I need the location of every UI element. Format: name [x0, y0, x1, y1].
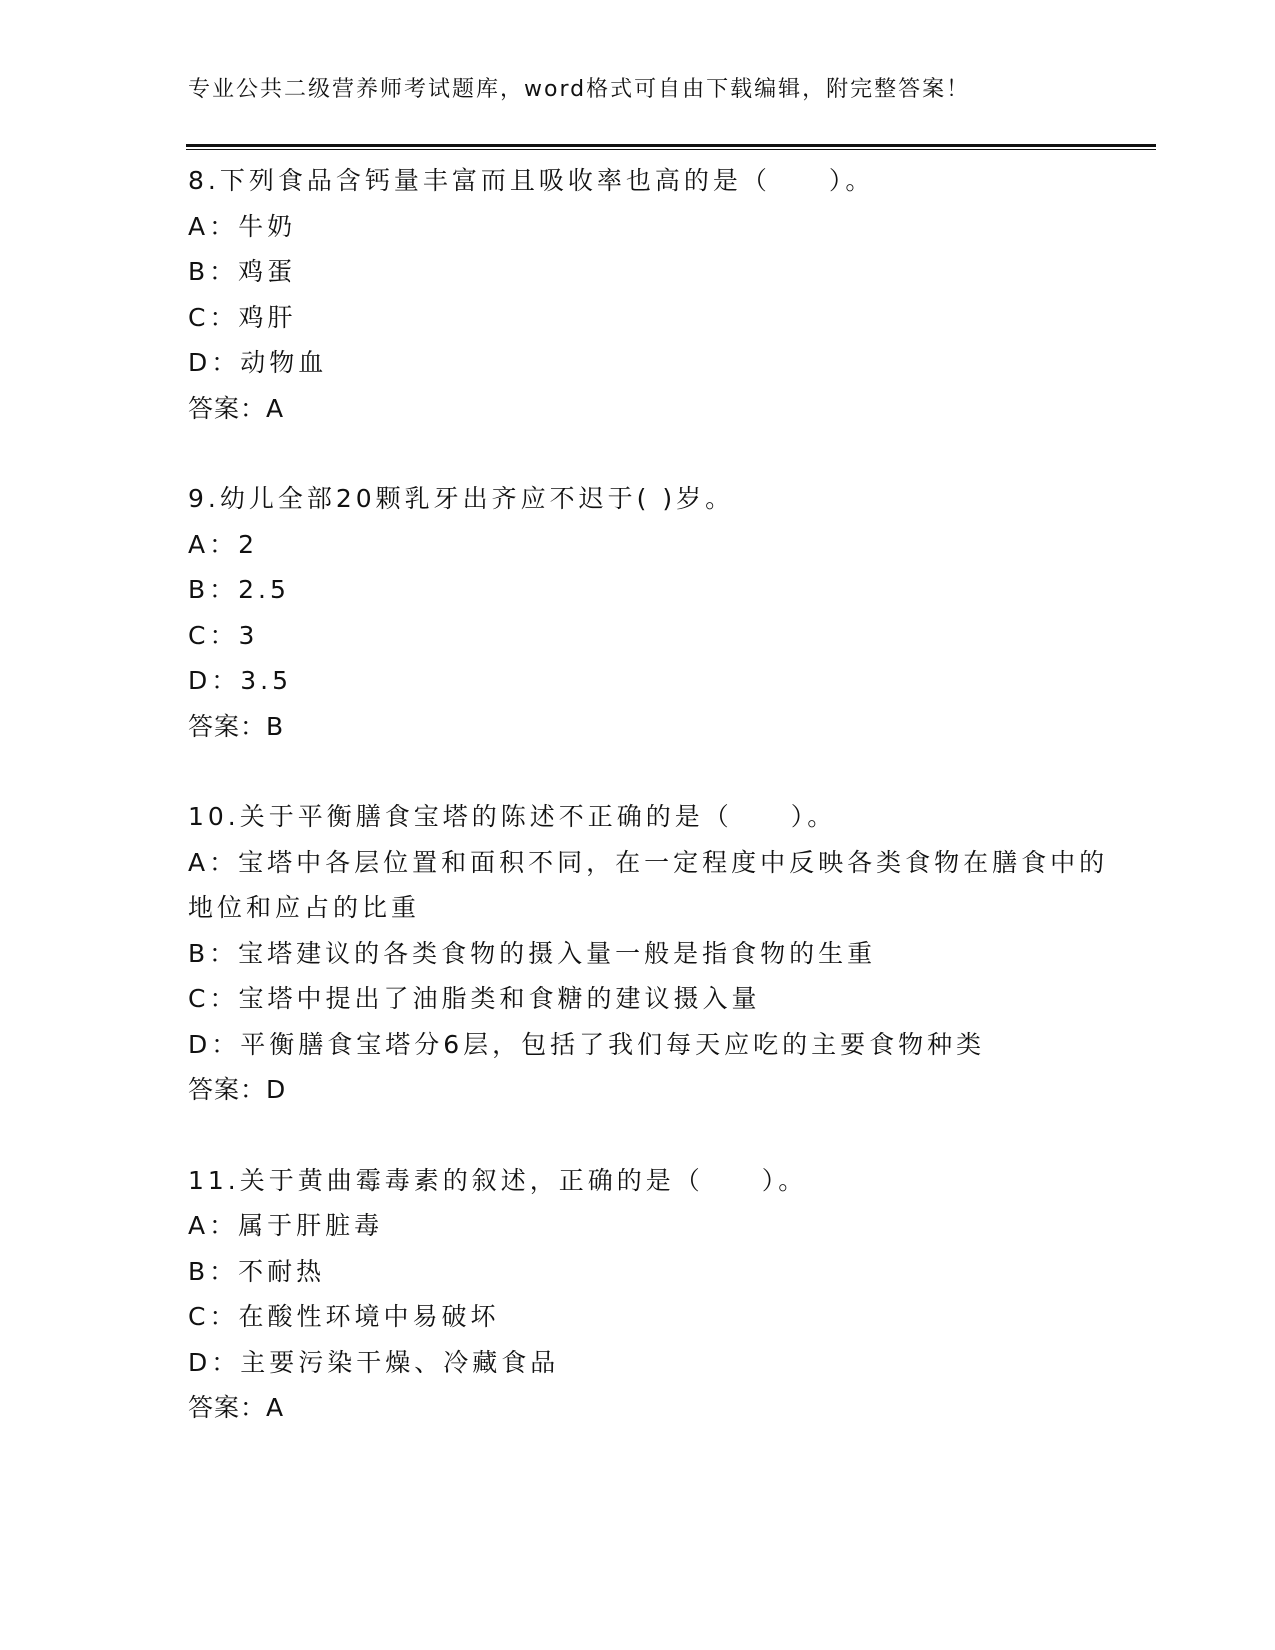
- answer: 答案：B: [188, 711, 285, 741]
- option-d: D：3.5: [188, 666, 293, 695]
- option-c: C：在酸性环境中易破坏: [188, 1302, 500, 1331]
- question-9: [188, 476, 1128, 749]
- option-a: A：2: [188, 529, 259, 559]
- question-8: [188, 158, 1128, 431]
- option-b: B：鸡蛋: [188, 257, 297, 286]
- option-a: A：属于肝脏毒: [188, 1211, 384, 1240]
- question-stem: 10.关于平衡膳食宝塔的陈述不正确的是（ ）。: [188, 802, 837, 831]
- option-b: B：2.5: [188, 575, 290, 604]
- option-a: A：宝塔中各层位置和面积不同，在一定程度中反映各类食物在膳食中的地位和应占的比重: [188, 847, 1109, 922]
- answer: 答案：A: [188, 393, 285, 423]
- answer: 答案：D: [188, 1075, 287, 1104]
- option-d: D：主要污染干燥、冷藏食品: [188, 1347, 560, 1377]
- question-stem: 8.下列食品含钙量丰富而且吸收率也高的是（ ）。: [188, 166, 875, 195]
- question-11: [188, 1158, 1128, 1431]
- option-c: C：3: [188, 620, 259, 650]
- option-b: B：宝塔建议的各类食物的摄入量一般是指食物的生重: [188, 938, 877, 968]
- question-stem: 9.幼儿全部20颗乳牙出齐应不迟于( )岁。: [188, 484, 735, 513]
- answer: 答案：A: [188, 1393, 285, 1422]
- question-10: [188, 794, 1128, 1113]
- option-c: C：鸡肝: [188, 302, 297, 332]
- option-d: D：动物血: [188, 348, 328, 377]
- page-header: 专业公共二级营养师考试题库，word格式可自由下载编辑，附完整答案！: [188, 77, 971, 102]
- question-list: [188, 158, 1128, 1476]
- option-a: A：牛奶: [188, 211, 297, 241]
- question-stem: 11.关于黄曲霉毒素的叙述，正确的是（ ）。: [188, 1165, 808, 1195]
- header-divider-thick: [186, 144, 1156, 147]
- option-b: B：不耐热: [188, 1256, 326, 1286]
- header-divider-thin: [186, 149, 1156, 150]
- option-d: D：平衡膳食宝塔分6层，包括了我们每天应吃的主要食物种类: [188, 1029, 986, 1059]
- option-c: C：宝塔中提出了油脂类和食糖的建议摄入量: [188, 984, 761, 1013]
